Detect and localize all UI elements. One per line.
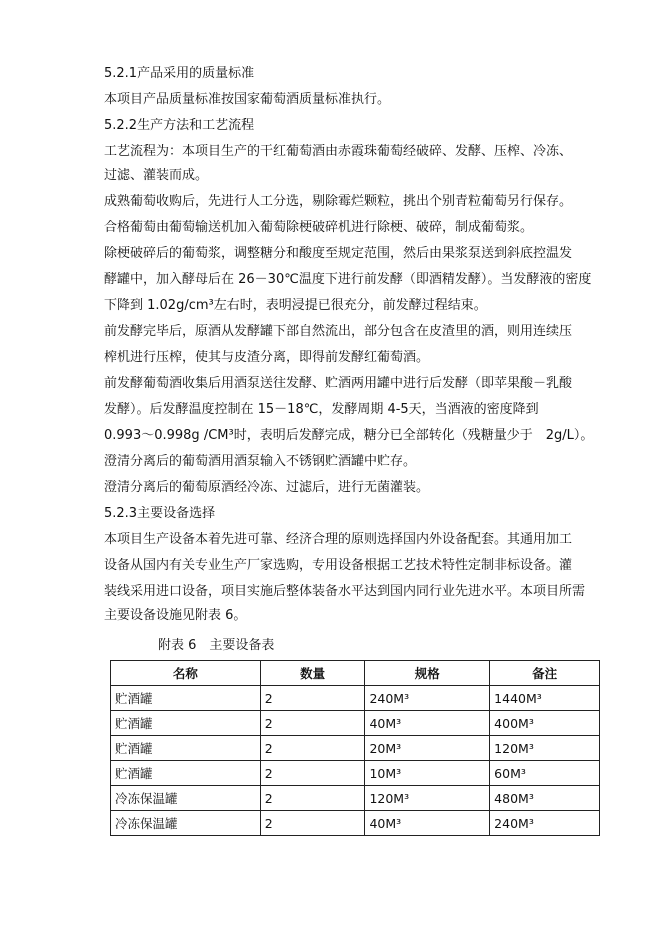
cell-quantity: 2 bbox=[260, 686, 365, 711]
paragraph-line: 下降到 1.02g/cm³左右时，表明浸提已很充分，前发酵过程结束。 bbox=[104, 298, 487, 313]
equipment-table bbox=[110, 660, 600, 836]
paragraph-line: 成熟葡萄收购后，先进行人工分选，剔除霉烂颗粒，挑出个别青粒葡萄另行保存。 bbox=[104, 194, 573, 209]
cell-spec: 40M³ bbox=[365, 811, 490, 836]
paragraph-line: 前发酵葡萄酒收集后用酒泵送往发酵、贮酒两用罐中进行后发酵（即苹果酸－乳酸 bbox=[104, 376, 573, 391]
paragraph-line: 榨机进行压榨，使其与皮渣分离，即得前发酵红葡萄酒。 bbox=[104, 350, 430, 365]
cell-quantity: 2 bbox=[260, 786, 365, 811]
paragraph-line: 发酵）。后发酵温度控制在 15－18℃，发酵周期 4-5天，当酒液的密度降到 bbox=[104, 402, 539, 417]
paragraph-line: 合格葡萄由葡萄输送机加入葡萄除梗破碎机进行除梗、破碎，制成葡萄浆。 bbox=[104, 220, 534, 235]
cell-name: 贮酒罐 bbox=[111, 686, 261, 711]
cell-remark: 60M³ bbox=[490, 761, 600, 786]
table-row bbox=[111, 761, 600, 786]
paragraph-line: 本项目产品质量标准按国家葡萄酒质量标准执行。 bbox=[104, 92, 391, 107]
table-row bbox=[111, 686, 600, 711]
paragraph-line: 前发酵完毕后，原酒从发酵罐下部自然流出，部分包含在皮渣里的酒，则用连续压 bbox=[104, 324, 573, 339]
table-row bbox=[111, 711, 600, 736]
header-quantity: 数量 bbox=[260, 661, 365, 686]
paragraph-line: 除梗破碎后的葡萄浆，调整糖分和酸度至规定范围，然后由果浆泵送到斜底控温发 bbox=[104, 246, 573, 261]
cell-spec: 20M³ bbox=[365, 736, 490, 761]
cell-name: 冷冻保温罐 bbox=[111, 811, 261, 836]
cell-quantity: 2 bbox=[260, 811, 365, 836]
table-row bbox=[111, 811, 600, 836]
header-remark: 备注 bbox=[490, 661, 600, 686]
cell-remark: 1440M³ bbox=[490, 686, 600, 711]
table-header-row bbox=[111, 661, 600, 686]
section-heading-5-2-1: 5.2.1产品采用的质量标准 bbox=[104, 66, 255, 81]
cell-quantity: 2 bbox=[260, 736, 365, 761]
paragraph-line: 过滤、灌装而成。 bbox=[104, 168, 209, 183]
section-heading-5-2-2: 5.2.2生产方法和工艺流程 bbox=[104, 118, 255, 133]
cell-quantity: 2 bbox=[260, 761, 365, 786]
cell-remark: 480M³ bbox=[490, 786, 600, 811]
cell-spec: 120M³ bbox=[365, 786, 490, 811]
cell-name: 贮酒罐 bbox=[111, 711, 261, 736]
section-heading-5-2-3: 5.2.3主要设备选择 bbox=[104, 506, 216, 521]
paragraph-line: 工艺流程为：本项目生产的干红葡萄酒由赤霞珠葡萄经破碎、发酵、压榨、冷冻、 bbox=[104, 144, 573, 159]
header-name: 名称 bbox=[111, 661, 261, 686]
paragraph-line: 装线采用进口设备，项目实施后整体装备水平达到国内同行业先进水平。本项目所需 bbox=[104, 584, 586, 599]
cell-spec: 40M³ bbox=[365, 711, 490, 736]
cell-remark: 400M³ bbox=[490, 711, 600, 736]
cell-name: 贮酒罐 bbox=[111, 736, 261, 761]
cell-remark: 120M³ bbox=[490, 736, 600, 761]
table-row bbox=[111, 736, 600, 761]
cell-name: 冷冻保温罐 bbox=[111, 786, 261, 811]
table-caption: 附表 6 主要设备表 bbox=[158, 638, 275, 653]
paragraph-line: 0.993～0.998g /CM³时，表明后发酵完成，糖分已全部转化（残糖量少于 2g/L）。 bbox=[104, 428, 594, 443]
cell-quantity: 2 bbox=[260, 711, 365, 736]
paragraph-line: 酵罐中，加入酵母后在 26－30℃温度下进行前发酵（即酒精发酵）。当发酵液的密度 bbox=[104, 272, 592, 287]
table-row bbox=[111, 786, 600, 811]
paragraph-line: 澄清分离后的葡萄原酒经冷冻、过滤后，进行无菌灌装。 bbox=[104, 480, 430, 495]
paragraph-line: 设备从国内有关专业生产厂家选购，专用设备根据工艺技术特性定制非标设备。灌 bbox=[104, 558, 573, 573]
header-spec: 规格 bbox=[365, 661, 490, 686]
paragraph-line: 本项目生产设备本着先进可靠、经济合理的原则选择国内外设备配套。其通用加工 bbox=[104, 532, 573, 547]
paragraph-line: 主要设备设施见附表 6。 bbox=[104, 608, 247, 623]
cell-name: 贮酒罐 bbox=[111, 761, 261, 786]
paragraph-line: 澄清分离后的葡萄酒用酒泵输入不锈钢贮酒罐中贮存。 bbox=[104, 454, 417, 469]
cell-remark: 240M³ bbox=[490, 811, 600, 836]
cell-spec: 10M³ bbox=[365, 761, 490, 786]
cell-spec: 240M³ bbox=[365, 686, 490, 711]
